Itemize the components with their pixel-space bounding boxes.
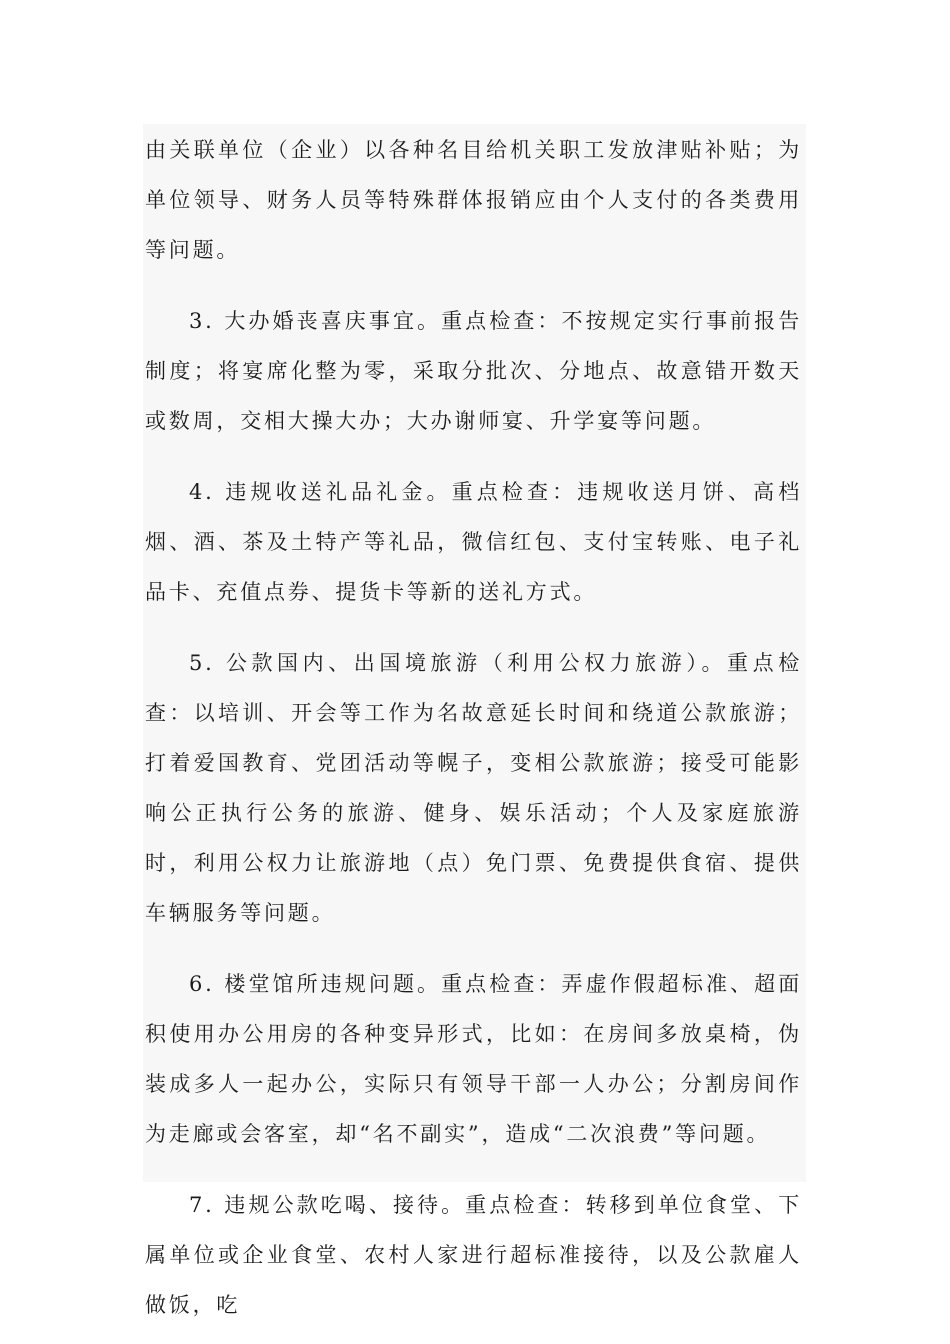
paragraph-item-6: 6. 楼堂馆所违规问题。重点检查：弄虚作假超标准、超面积使用办公用房的各种变异形式，比如：在房间多放桌椅，伪装成多人一起办公，实际只有领导干部一人办公；分割房间作为走廊或会客室，却“名不副实”，造成“二次浪费”等问题。: [145, 972, 802, 1146]
paragraph-item-3: 3. 大办婚丧喜庆事宜。重点检查：不按规定实行事前报告制度；将宴席化整为零，采取分批次、分地点、故意错开数天或数周，交相大操大办；大办谢师宴、升学宴等问题。: [145, 309, 802, 433]
document-text-block: [143, 124, 806, 1317]
paragraph-item-5: 5. 公款国内、出国境旅游（利用公权力旅游）。重点检查：以培训、开会等工作为名故意延长时间和绕道公款旅游；打着爱国教育、党团活动等幌子，变相公款旅游；接受可能影响公正执行公务的旅游、健身、娱乐活动；个人及家庭旅游时，利用公权力让旅游地（点）免门票、免费提供食宿、提供车辆服务等问题。: [145, 651, 802, 925]
paragraph-item-7: 7. 违规公款吃喝、接待。重点检查：转移到单位食堂、下属单位或企业食堂、农村人家进行超标准接待，以及公款雇人做饭，吃: [145, 1193, 802, 1317]
paragraph-item-4: 4. 违规收送礼品礼金。重点检查：违规收送月饼、高档烟、酒、茶及土特产等礼品，微信红包、支付宝转账、电子礼品卡、充值点券、提货卡等新的送礼方式。: [145, 480, 802, 604]
paragraph-continuation: 由关联单位（企业）以各种名目给机关职工发放津贴补贴；为单位领导、财务人员等特殊群体报销应由个人支付的各类费用等问题。: [145, 138, 802, 262]
